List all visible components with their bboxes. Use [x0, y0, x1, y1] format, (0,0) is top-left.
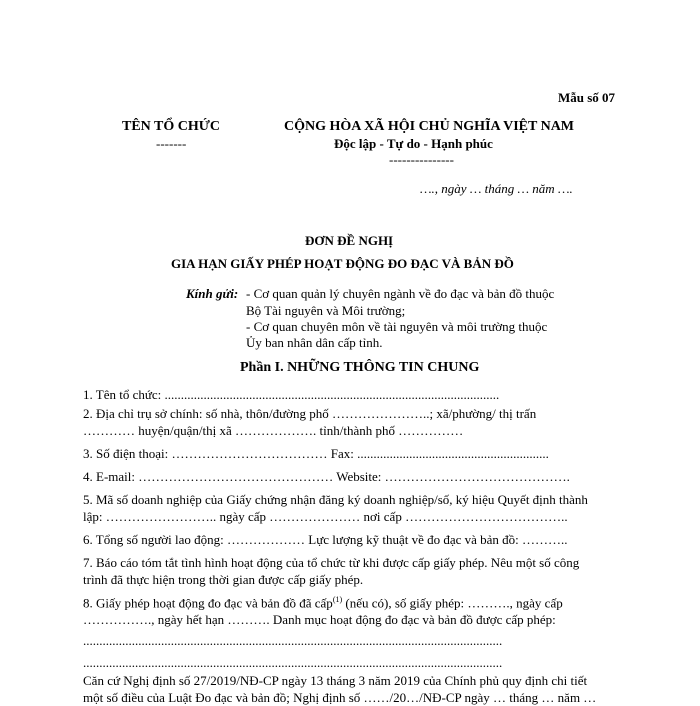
field-org-name: 1. Tên tổ chức: ....................................................................................................... [83, 387, 500, 402]
date-line: …., ngày … tháng … năm …. [420, 181, 573, 196]
legal-basis: Căn cứ Nghị định số 27/2019/NĐ-CP ngày 13 tháng 3 năm 2019 của Chính phủ quy định chi tiết [83, 673, 588, 688]
field-address-cont: ………… huyện/quận/thị xã ………………. tỉnh/thành phố …………… [83, 423, 464, 438]
recipient-line: - Cơ quan quản lý chuyên ngành về đo đạc và bản đồ thuộc [246, 286, 555, 301]
motto-divider: --------------- [389, 152, 454, 167]
field-activity-report-cont: trình đã thực hiện trong thời gian được cấp giấy phép. [83, 572, 364, 587]
recipient-line: Ủy ban nhân dân cấp tỉnh. [246, 335, 383, 350]
field-business-code: 5. Mã số doanh nghiệp của Giấy chứng nhận đăng ký doanh nghiệp/số, ký hiệu Quyết định thành [83, 492, 588, 507]
legal-basis-cont: một số điều của Luật Đo đạc và bản đồ; Nghị định số ……/20…/NĐ-CP ngày … tháng … năm … [83, 690, 597, 705]
recipient-line: Bộ Tài nguyên và Môi trường; [246, 303, 406, 318]
license-text: 8. Giấy phép hoạt động đo đạc và bản đồ đã cấp [83, 595, 333, 611]
field-activity-report: 7. Báo cáo tóm tắt tình hình hoạt động của tổ chức từ khi được cấp giấy phép. Nêu một số công [83, 555, 580, 570]
org-name: TÊN TỔ CHỨC [122, 119, 221, 134]
form-number: Mẫu số 07 [558, 90, 616, 105]
footnote-ref: (1) [332, 595, 343, 604]
field-phone-fax: 3. Số điện thoại: ……………………………… Fax: ........................................................... [83, 446, 549, 461]
org-divider: ------- [156, 136, 187, 151]
field-license-cont: ……………., ngày hết hạn ………. Danh mục hoạt động đo đạc và bản đồ được cấp phép: [83, 612, 556, 627]
field-email-website: 4. E-mail: ……………………………………… Website: ……………………………………. [83, 469, 570, 484]
recipient-label: Kính gửi: [186, 286, 239, 301]
fill-line: ................................................................................................................................. [83, 633, 503, 648]
doc-title: ĐƠN ĐỀ NGHỊ [305, 233, 394, 248]
part-heading: Phần I. NHỮNG THÔNG TIN CHUNG [240, 360, 480, 375]
fill-line: ................................................................................................................................. [83, 655, 503, 670]
doc-subtitle: GIA HẠN GIẤY PHÉP HOẠT ĐỘNG ĐO ĐẠC VÀ BẢN ĐỒ [171, 256, 514, 271]
field-address: 2. Địa chỉ trụ sở chính: số nhà, thôn/đường phố …………………..; xã/phường/ thị trấn [83, 406, 537, 421]
field-employees: 6. Tổng số người lao động: ……………… Lực lượng kỹ thuật về đo đạc và bản đồ: ……….. [83, 532, 568, 547]
license-text-cont: (nếu có), số giấy phép: ………., ngày cấp [342, 595, 563, 611]
national-motto: Độc lập - Tự do - Hạnh phúc [334, 136, 493, 151]
field-business-code-cont: lập: …………………….. ngày cấp ………………… nơi cấp ……………………………….. [83, 509, 568, 524]
national-title: CỘNG HÒA XÃ HỘI CHỦ NGHĨA VIỆT NAM [284, 119, 575, 134]
field-license [83, 595, 563, 611]
recipient-line: - Cơ quan chuyên môn về tài nguyên và môi trường thuộc [246, 319, 548, 334]
